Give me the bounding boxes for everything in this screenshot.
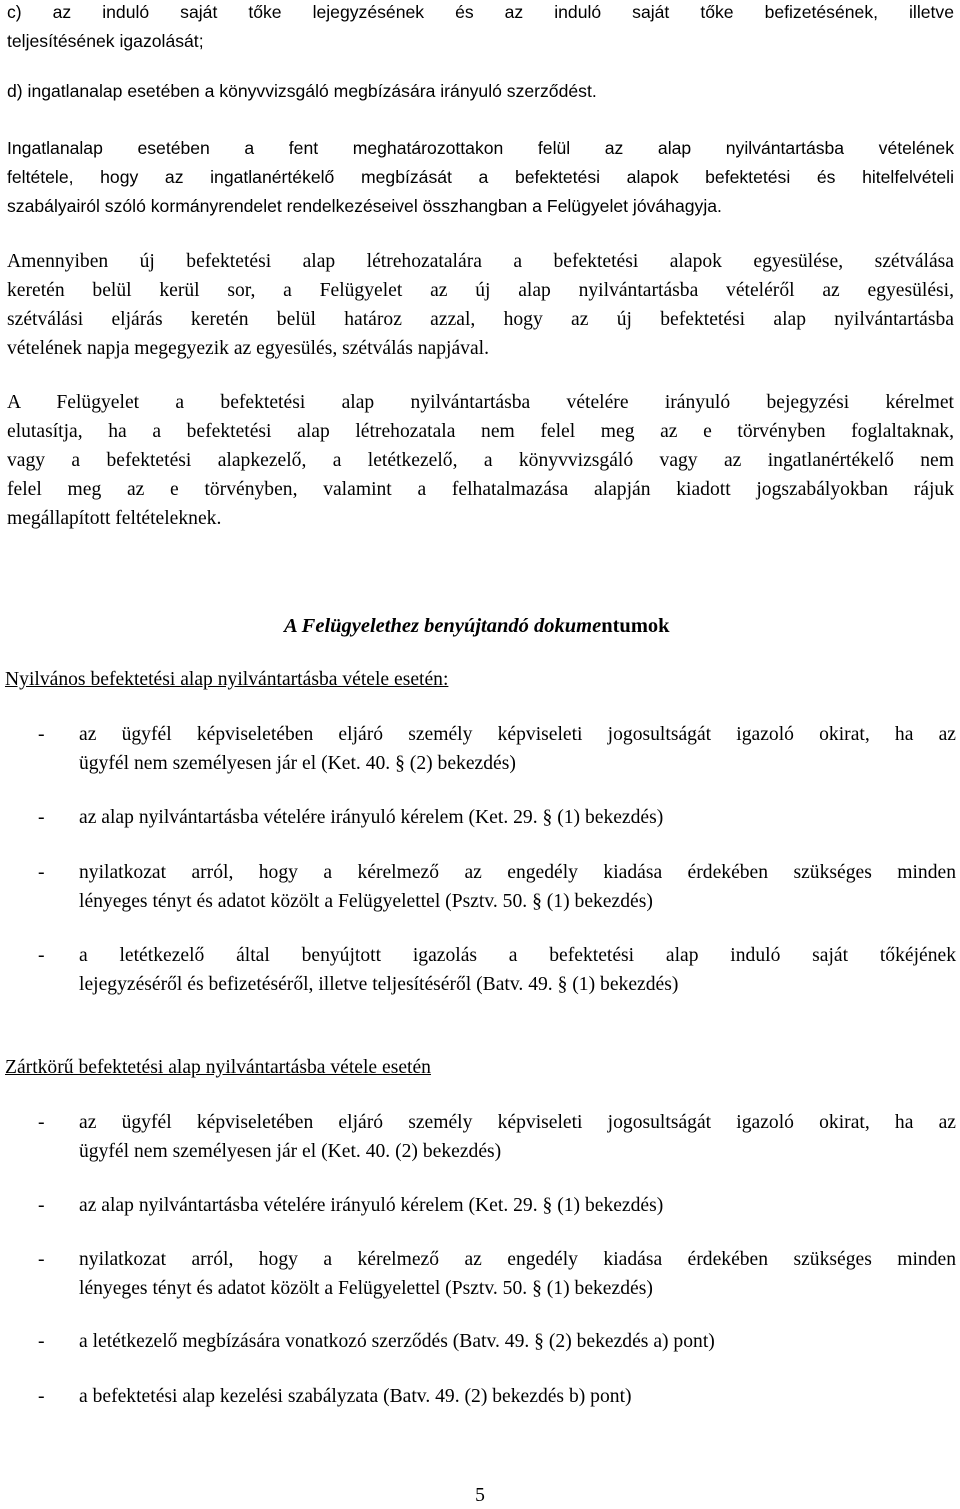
list-dash: -: [38, 724, 45, 745]
list-item-line: az ügyfél képviseletében eljáró személy képviseleti jogosultságát igazoló okirat, ha az: [79, 1112, 956, 1133]
item-d: [7, 77, 954, 106]
list-item-line: az alap nyilvántartásba vételére irányuló kérelem (Ket. 29. § (1) bekezdés): [79, 807, 664, 828]
list-dash: -: [38, 1386, 45, 1407]
list-dash: -: [38, 1249, 45, 1270]
list-item-line: nyilatkozat arról, hogy a kérelmező az engedély kiadása érdekében szükséges minden: [79, 862, 956, 883]
page-number: 5: [475, 1485, 485, 1506]
paragraph-line: vételének napja megegyezik az egyesülés, szétválás napjával.: [7, 338, 489, 359]
paragraph-felugyelet: [7, 388, 954, 533]
paragraph-amennyiben: [7, 247, 954, 363]
heading-plain-part: ntumok: [601, 615, 670, 637]
paragraph-line: A Felügyelet a befektetési alap nyilvántartásba vételére irányuló bejegyzési kérelmet: [7, 392, 954, 413]
list-item-line: ügyfél nem személyesen jár el (Ket. 40. § (2) bekezdés): [79, 753, 516, 774]
list-item-line: a befektetési alap kezelési szabályzata (Batv. 49. (2) bekezdés b) pont): [79, 1386, 632, 1407]
paragraph-line: keretén belül kerül sor, a Felügyelet az új alap nyilvántartásba vételéről az egyesülési,: [7, 280, 954, 301]
paragraph-line: Amennyiben új befektetési alap létrehozatalára a befektetési alapok egyesülése, szétválása: [7, 251, 954, 272]
item-c-line2: teljesítésének igazolását;: [7, 31, 204, 51]
list-item-line: ügyfél nem személyesen jár el (Ket. 40. (2) bekezdés): [79, 1141, 502, 1162]
paragraph-line: megállapított feltételeknek.: [7, 508, 222, 529]
paragraph-line: szétválási eljárás keretén belül határoz azzal, hogy az új befektetési alap nyilvántartásba: [7, 309, 954, 330]
paragraph-line: felel meg az e törvényben, valamint a felhatalmazása alapján kiadott jogszabályokban rájuk: [7, 479, 954, 500]
list-dash: -: [38, 1112, 45, 1133]
list-item-line: a letétkezelő által benyújtott igazolás a befektetési alap induló saját tőkéjének: [79, 945, 956, 966]
heading-italic-part: A Felügyelethez benyújtandó dokume: [284, 615, 602, 637]
paragraph-line: elutasítja, ha a befektetési alap létrehozatala nem felel meg az e törvényben foglaltaknak,: [7, 421, 954, 442]
list-item-line: lényeges tényt és adatot közölt a Felügyelettel (Psztv. 50. § (1) bekezdés): [79, 891, 653, 912]
paragraph-line: vagy a befektetési alapkezelő, a letétkezelő, a könyvvizsgáló vagy az ingatlanértékelő nem: [7, 450, 954, 471]
public-section-title: Nyilvános befektetési alap nyilvántartásba vétele esetén:: [5, 669, 449, 690]
item-c-line1: c) az induló saját tőke lejegyzésének és az induló saját tőke befizetésének, illetve: [7, 2, 954, 22]
list-item-line: lejegyzéséről és befizetéséről, illetve teljesítéséről (Batv. 49. § (1) bekezdés): [79, 974, 679, 995]
item-d-line: d) ingatlanalap esetében a könyvvizsgáló megbízására irányuló szerződést.: [7, 81, 597, 101]
list-item-line: nyilatkozat arról, hogy a kérelmező az engedély kiadása érdekében szükséges minden: [79, 1249, 956, 1270]
section-heading: [284, 612, 670, 641]
list-dash: -: [38, 807, 45, 828]
list-item-line: az alap nyilvántartásba vételére irányuló kérelem (Ket. 29. § (1) bekezdés): [79, 1195, 664, 1216]
paragraph-ingatlanalap: [7, 134, 954, 221]
private-section-title: Zártkörű befektetési alap nyilvántartásba vétele esetén: [5, 1057, 431, 1078]
list-dash: -: [38, 945, 45, 966]
item-c: [7, 0, 954, 56]
paragraph-line: feltétele, hogy az ingatlanértékelő megbízását a befektetési alapok befektetési és hitelfelvételi: [7, 167, 954, 187]
list-item-line: lényeges tényt és adatot közölt a Felügyelettel (Psztv. 50. § (1) bekezdés): [79, 1278, 653, 1299]
list-item-line: a letétkezelő megbízására vonatkozó szerződés (Batv. 49. § (2) bekezdés a) pont): [79, 1331, 715, 1352]
list-dash: -: [38, 862, 45, 883]
paragraph-line: Ingatlanalap esetében a fent meghatározottakon felül az alap nyilvántartásba vételének: [7, 138, 954, 158]
list-dash: -: [38, 1195, 45, 1216]
list-dash: -: [38, 1331, 45, 1352]
paragraph-line: szabályairól szóló kormányrendelet rendelkezéseivel összhangban a Felügyelet jóváhagyja.: [7, 196, 722, 216]
list-item-line: az ügyfél képviseletében eljáró személy képviseleti jogosultságát igazoló okirat, ha az: [79, 724, 956, 745]
